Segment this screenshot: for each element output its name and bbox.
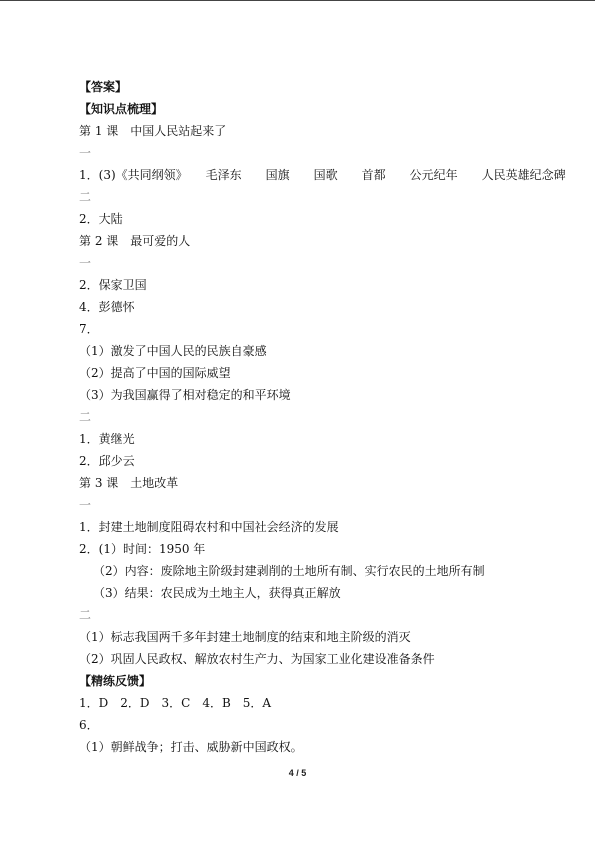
text-line (79, 252, 549, 274)
text-line (79, 648, 549, 670)
text-line (79, 604, 549, 626)
text-line (79, 472, 549, 494)
line-text: 6． (79, 718, 99, 732)
text-line (79, 406, 549, 428)
line-text: （3）结果：农民成为土地主人，获得真正解放 (93, 586, 341, 600)
text-line (79, 230, 549, 252)
line-text: 1．(3)《共同纲领》 毛泽东 国旗 国歌 首都 公元纪年 人民英雄纪念碑 (79, 168, 566, 182)
line-text: 二 (79, 190, 92, 204)
text-line (79, 208, 549, 230)
line-text: 2．邱少云 (79, 454, 135, 468)
text-line (79, 362, 549, 384)
line-text: 一 (79, 146, 92, 160)
page-number: 4 / 5 (288, 768, 307, 778)
line-text: 2．(1）时间：1950 年 (79, 542, 206, 556)
text-line (79, 340, 549, 362)
text-line (79, 494, 549, 516)
text-line (79, 516, 549, 538)
line-text: （2）巩固人民政权、解放农村生产力、为国家工业化建设准备条件 (79, 652, 435, 666)
text-line (79, 120, 549, 142)
line-text: 4．彭德怀 (79, 300, 135, 314)
line-text: 一 (79, 256, 92, 270)
line-text: 【答案】 (79, 80, 128, 94)
line-text: 二 (79, 410, 92, 424)
line-text: （1）朝鲜战争；打击、威胁新中国政权。 (79, 740, 303, 754)
line-text: 1．黄继光 (79, 432, 135, 446)
line-text: 1．封建土地制度阻碍农村和中国社会经济的发展 (79, 520, 339, 534)
text-line (79, 186, 549, 208)
line-text: 1．D 2．D 3．C 4．B 5．A (79, 696, 272, 710)
text-line (79, 736, 549, 758)
line-text: （3）为我国赢得了相对稳定的和平环境 (79, 388, 291, 402)
line-text: 【精练反馈】 (79, 674, 152, 688)
line-text: （1）标志我国两千多年封建土地制度的结束和地主阶级的消灭 (79, 630, 411, 644)
line-text: （2）内容：废除地主阶级封建剥削的土地所有制、实行农民的土地所有制 (93, 564, 485, 578)
line-text: 2．大陆 (79, 212, 123, 226)
text-line (79, 582, 549, 604)
line-text: 一 (79, 498, 92, 512)
line-text: 【知识点梳理】 (79, 102, 164, 116)
text-line (79, 670, 549, 692)
line-text: （1）激发了中国人民的民族自豪感 (79, 344, 267, 358)
text-line (79, 626, 549, 648)
line-text: 第 2 课 最可爱的人 (79, 234, 191, 248)
line-text: 第 3 课 土地改革 (79, 476, 179, 490)
text-line (79, 714, 549, 736)
line-text: 二 (79, 608, 92, 622)
text-line (79, 164, 566, 186)
answer-content (79, 76, 566, 758)
text-line (79, 450, 549, 472)
text-line (79, 560, 549, 582)
header-rule (0, 0, 595, 1)
text-line (79, 296, 549, 318)
line-text: 7． (79, 322, 99, 336)
line-text: （2）提高了中国的国际威望 (79, 366, 231, 380)
text-line (79, 318, 549, 340)
text-line (79, 384, 549, 406)
text-line (79, 428, 549, 450)
text-line (79, 76, 549, 98)
text-line (79, 274, 549, 296)
text-line (79, 538, 549, 560)
text-line (79, 142, 549, 164)
line-text: 第 1 课 中国人民站起来了 (79, 124, 227, 138)
text-line (79, 692, 549, 714)
text-line (79, 98, 549, 120)
line-text: 2．保家卫国 (79, 278, 147, 292)
